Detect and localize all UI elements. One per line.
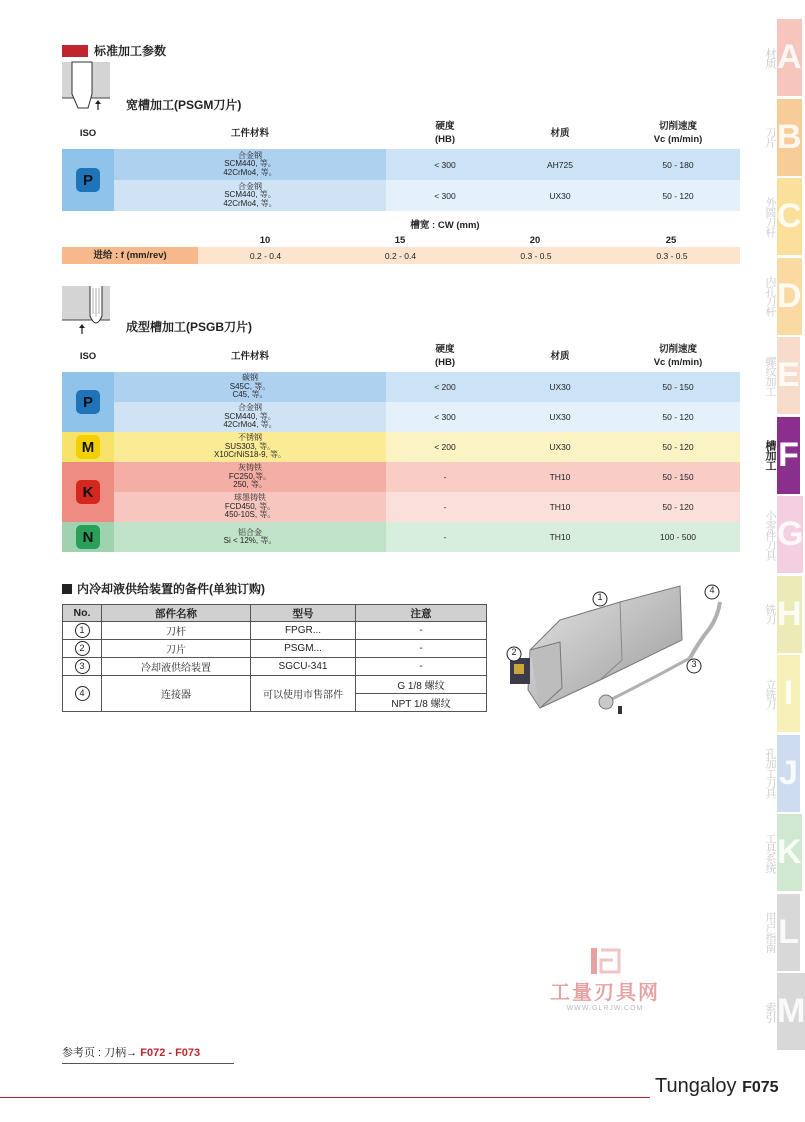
part-name: 连接器 xyxy=(102,676,251,712)
speed-cell: 50 - 150 xyxy=(616,462,740,492)
side-tab-d[interactable] xyxy=(762,258,800,335)
cw-value: 25 xyxy=(665,235,677,246)
side-tab-b[interactable] xyxy=(762,99,800,176)
psgm-header-grade: 材质 xyxy=(550,128,570,139)
psgm-insert-diagram xyxy=(62,62,118,112)
material-line: X10CrNiS18-9, 等。 xyxy=(213,450,287,460)
material-line: SUS303, 等。 xyxy=(224,441,276,451)
material-line: 碳钢 xyxy=(242,373,258,383)
circled-number: 1 xyxy=(75,623,90,638)
side-tab-label: 用户指南 xyxy=(764,912,776,952)
material-cell xyxy=(114,432,386,462)
speed-cell: 50 - 120 xyxy=(616,180,740,211)
iso-badge-m: M xyxy=(76,435,100,459)
material-line: SCM440, 等。 xyxy=(224,159,276,169)
part-model: FPGR... xyxy=(251,622,356,640)
side-tab-label: 立铣刀 xyxy=(764,678,776,709)
speed-cell: 50 - 120 xyxy=(616,492,740,522)
speed-cell: 50 - 120 xyxy=(616,432,740,462)
side-tab-label: 铣刀 xyxy=(764,604,776,624)
parts-table xyxy=(62,604,487,712)
side-tab-letter: B xyxy=(777,99,802,176)
watermark-name: 工量刃具网 xyxy=(550,982,660,1004)
side-tab-h[interactable] xyxy=(762,576,800,653)
material-line: SCM440, 等。 xyxy=(224,190,276,200)
side-tab-label: 刀片 xyxy=(764,127,776,147)
psgb-title: 成型槽加工(PSGB刀片) xyxy=(126,320,253,334)
callout-label: 4 xyxy=(709,585,715,595)
material-line: Si < 12%, 等。 xyxy=(223,536,277,545)
psgm-header-speed xyxy=(616,120,740,146)
side-tab-letter: D xyxy=(777,258,802,335)
side-tab-letter: H xyxy=(777,576,802,653)
hardness-cell: < 300 xyxy=(386,180,504,211)
side-tab-letter: M xyxy=(777,973,805,1050)
material-line: 合金钢 xyxy=(238,150,262,160)
hardness-cell: - xyxy=(386,492,504,522)
material-line: SCM440, 等。 xyxy=(224,411,276,421)
part-model: SGCU-341 xyxy=(251,658,356,676)
side-tab-label: 槽加工 xyxy=(762,417,777,494)
col-name: 部件名称 xyxy=(102,605,251,622)
psgb-header-grade: 材质 xyxy=(550,351,570,362)
footer-line xyxy=(0,1097,650,1098)
table-row xyxy=(62,180,740,211)
material-line: 铝合金 xyxy=(238,527,262,537)
material-line: 42CrMo4, 等。 xyxy=(223,420,277,430)
psgm-header-speed-line2: Vc (m/min) xyxy=(653,134,703,145)
speed-cell: 50 - 120 xyxy=(616,402,740,432)
side-tab-m[interactable] xyxy=(762,973,805,1050)
feed-value: 0.2 - 0.4 xyxy=(249,250,282,261)
table-row xyxy=(63,640,487,658)
psgb-insert-diagram xyxy=(62,286,118,336)
speed-cell: 50 - 180 xyxy=(616,149,740,180)
side-tab-label: 内孔刀杆 xyxy=(764,276,776,316)
hardness-cell: - xyxy=(386,522,504,552)
hardness-cell: < 300 xyxy=(386,402,504,432)
section-marker xyxy=(62,45,88,57)
side-tab-label: 索引 xyxy=(764,1001,776,1022)
side-tab-letter: J xyxy=(777,735,800,812)
psgb-header-hardness xyxy=(386,343,504,369)
side-tab-letter: I xyxy=(777,655,800,732)
square-bullet-icon xyxy=(62,584,72,594)
side-tab-letter: E xyxy=(777,337,800,414)
section-title: 标准加工参数 xyxy=(94,44,167,58)
part-no xyxy=(63,658,102,676)
psgm-header-iso: ISO xyxy=(79,128,97,139)
side-tab-i[interactable] xyxy=(762,655,800,732)
material-line: 250, 等。 xyxy=(233,480,267,490)
callout-label: 1 xyxy=(597,592,603,602)
feed-label: 进给 : f (mm/rev) xyxy=(62,247,198,264)
page-number: F075 xyxy=(742,1079,779,1096)
hardness-cell: - xyxy=(386,462,504,492)
feed-value: 0.3 - 0.5 xyxy=(656,250,688,261)
psgb-header-iso: ISO xyxy=(79,351,97,362)
psgb-header-material: 工件材料 xyxy=(230,351,269,362)
table-row xyxy=(62,432,740,462)
hardness-cell: < 200 xyxy=(386,372,504,402)
material-line: 42CrMo4, 等。 xyxy=(223,167,277,177)
table-row xyxy=(63,622,487,640)
psgb-header-speed-line2: Vc (m/min) xyxy=(653,357,703,368)
grade-cell: TH10 xyxy=(504,492,616,522)
side-tab-letter: A xyxy=(777,19,802,96)
side-tab-a[interactable] xyxy=(762,19,800,96)
grade-cell: UX30 xyxy=(504,432,616,462)
part-model: 可以使用市售部件 xyxy=(251,676,356,712)
feed-value: 0.3 - 0.5 xyxy=(520,250,552,261)
part-no xyxy=(63,622,102,640)
side-tab-g[interactable] xyxy=(762,496,804,573)
iso-badge-p: P xyxy=(76,390,100,414)
side-tab-k[interactable] xyxy=(762,814,800,891)
reference-label: 参考页 : 刀柄→ xyxy=(62,1047,141,1059)
part-name: 刀杆 xyxy=(102,622,251,640)
iso-badge-n: N xyxy=(76,525,100,549)
material-line: 灰铸铁 xyxy=(238,463,262,473)
psgb-header-speed xyxy=(616,343,740,369)
material-line: 合金钢 xyxy=(238,181,262,191)
speed-cell: 50 - 150 xyxy=(616,372,740,402)
circled-number: 4 xyxy=(75,686,90,701)
table-row xyxy=(62,149,740,180)
material-cell xyxy=(114,372,386,402)
psgb-header-hardness-line1: 硬度 xyxy=(435,344,455,355)
side-tab-c[interactable] xyxy=(762,178,800,255)
parts-title: 内冷却液供给装置的备件(单独订购) xyxy=(77,582,265,596)
side-tab-label: 小零件刀具 xyxy=(764,509,776,560)
cw-value: 10 xyxy=(259,235,271,246)
side-tab-label: 螺纹加工 xyxy=(764,355,776,396)
tool-holder-illustration xyxy=(500,580,740,730)
grade-cell: UX30 xyxy=(504,402,616,432)
parts-header xyxy=(62,580,265,597)
col-model: 型号 xyxy=(251,605,356,622)
material-line: 合金钢 xyxy=(238,403,262,413)
material-cell xyxy=(114,180,386,211)
psgb-header-hardness-line2: (HB) xyxy=(434,357,456,368)
psgm-title: 宽槽加工(PSGM刀片) xyxy=(126,98,242,112)
material-cell xyxy=(114,462,386,492)
part-model: PSGM... xyxy=(251,640,356,658)
side-tab-label: 材质 xyxy=(764,47,776,68)
hardness-cell: < 200 xyxy=(386,432,504,462)
speed-cell: 100 - 500 xyxy=(616,522,740,552)
grade-cell: UX30 xyxy=(504,372,616,402)
part-no xyxy=(63,676,102,712)
side-tab-e[interactable] xyxy=(762,337,800,414)
material-line: 球墨铸铁 xyxy=(234,493,266,503)
grade-cell: AH725 xyxy=(504,149,616,180)
material-line: 450-10S, 等。 xyxy=(224,510,276,520)
psgb-table xyxy=(62,372,740,553)
col-note: 注意 xyxy=(356,605,487,622)
watermark xyxy=(535,946,675,1012)
side-tab-f[interactable] xyxy=(762,417,800,494)
table-row xyxy=(62,372,740,402)
brand-name: Tungaloy xyxy=(655,1075,737,1097)
part-note: - xyxy=(356,622,487,640)
side-tab-j[interactable] xyxy=(762,735,800,812)
part-note: - xyxy=(356,640,487,658)
psgm-header-hardness-line1: 硬度 xyxy=(435,121,455,132)
psgm-header-speed-line1: 切削速度 xyxy=(658,121,697,132)
circled-number: 3 xyxy=(75,659,90,674)
section-header xyxy=(62,42,166,59)
reference-note xyxy=(62,1044,234,1064)
part-note: - xyxy=(356,658,487,676)
circled-number: 2 xyxy=(75,641,90,656)
psgm-header-hardness xyxy=(386,120,504,146)
table-row xyxy=(62,402,740,432)
material-line: S45C, 等。 xyxy=(229,381,271,391)
table-header-row xyxy=(63,605,487,622)
watermark-url: WWW.GLRJW.COM xyxy=(566,1005,644,1012)
feed-row xyxy=(62,247,740,264)
material-line: FCD450, 等。 xyxy=(224,501,276,511)
grade-cell: TH10 xyxy=(504,462,616,492)
callout-label: 2 xyxy=(511,647,517,657)
side-tab-letter: G xyxy=(777,496,803,573)
side-tab-letter: F xyxy=(777,417,800,494)
hardness-cell: < 300 xyxy=(386,149,504,180)
cw-value: 20 xyxy=(529,235,541,246)
side-tab-letter: C xyxy=(777,178,802,255)
material-cell xyxy=(114,522,386,552)
table-row xyxy=(62,462,740,492)
feed-value: 0.2 - 0.4 xyxy=(384,250,417,261)
side-tab-label: 外圆刀杆 xyxy=(764,196,776,237)
side-tab-letter: L xyxy=(777,894,800,971)
reference-pages-link[interactable]: F072 - F073 xyxy=(140,1047,201,1059)
side-tab-label: 孔加工刀具 xyxy=(764,748,776,798)
table-row xyxy=(63,676,487,694)
material-line: FC250,等。 xyxy=(228,471,272,481)
side-tab-l[interactable] xyxy=(762,894,800,971)
grade-cell: UX30 xyxy=(504,180,616,211)
part-note: NPT 1/8 螺纹 xyxy=(356,694,487,712)
iso-badge-p: P xyxy=(76,168,100,192)
psgm-table xyxy=(62,149,740,211)
iso-badge-k: K xyxy=(76,480,100,504)
grade-cell: TH10 xyxy=(504,522,616,552)
table-row xyxy=(62,522,740,552)
material-cell xyxy=(114,492,386,522)
callout-label: 3 xyxy=(691,659,697,669)
side-tab-label: 工具系统 xyxy=(764,832,776,873)
part-name: 冷却液供给装置 xyxy=(102,658,251,676)
material-cell xyxy=(114,402,386,432)
part-no xyxy=(63,640,102,658)
psgb-header-speed-line1: 切削速度 xyxy=(658,344,697,355)
cw-title: 槽宽 : CW (mm) xyxy=(410,220,480,231)
psgm-header-material: 工件材料 xyxy=(230,128,269,139)
material-line: 不锈钢 xyxy=(238,433,262,443)
part-name: 刀片 xyxy=(102,640,251,658)
material-line: C45, 等。 xyxy=(232,390,268,400)
material-line: 42CrMo4, 等。 xyxy=(223,198,277,208)
psgm-header-hardness-line2: (HB) xyxy=(434,134,456,145)
material-cell xyxy=(114,149,386,180)
cw-value: 15 xyxy=(394,235,406,246)
col-no: No. xyxy=(63,605,102,622)
part-note: G 1/8 螺纹 xyxy=(356,676,487,694)
footer-brand xyxy=(655,1075,779,1098)
table-row xyxy=(63,658,487,676)
watermark-logo-icon xyxy=(587,946,623,976)
table-row xyxy=(62,492,740,522)
side-tab-letter: K xyxy=(777,814,802,891)
